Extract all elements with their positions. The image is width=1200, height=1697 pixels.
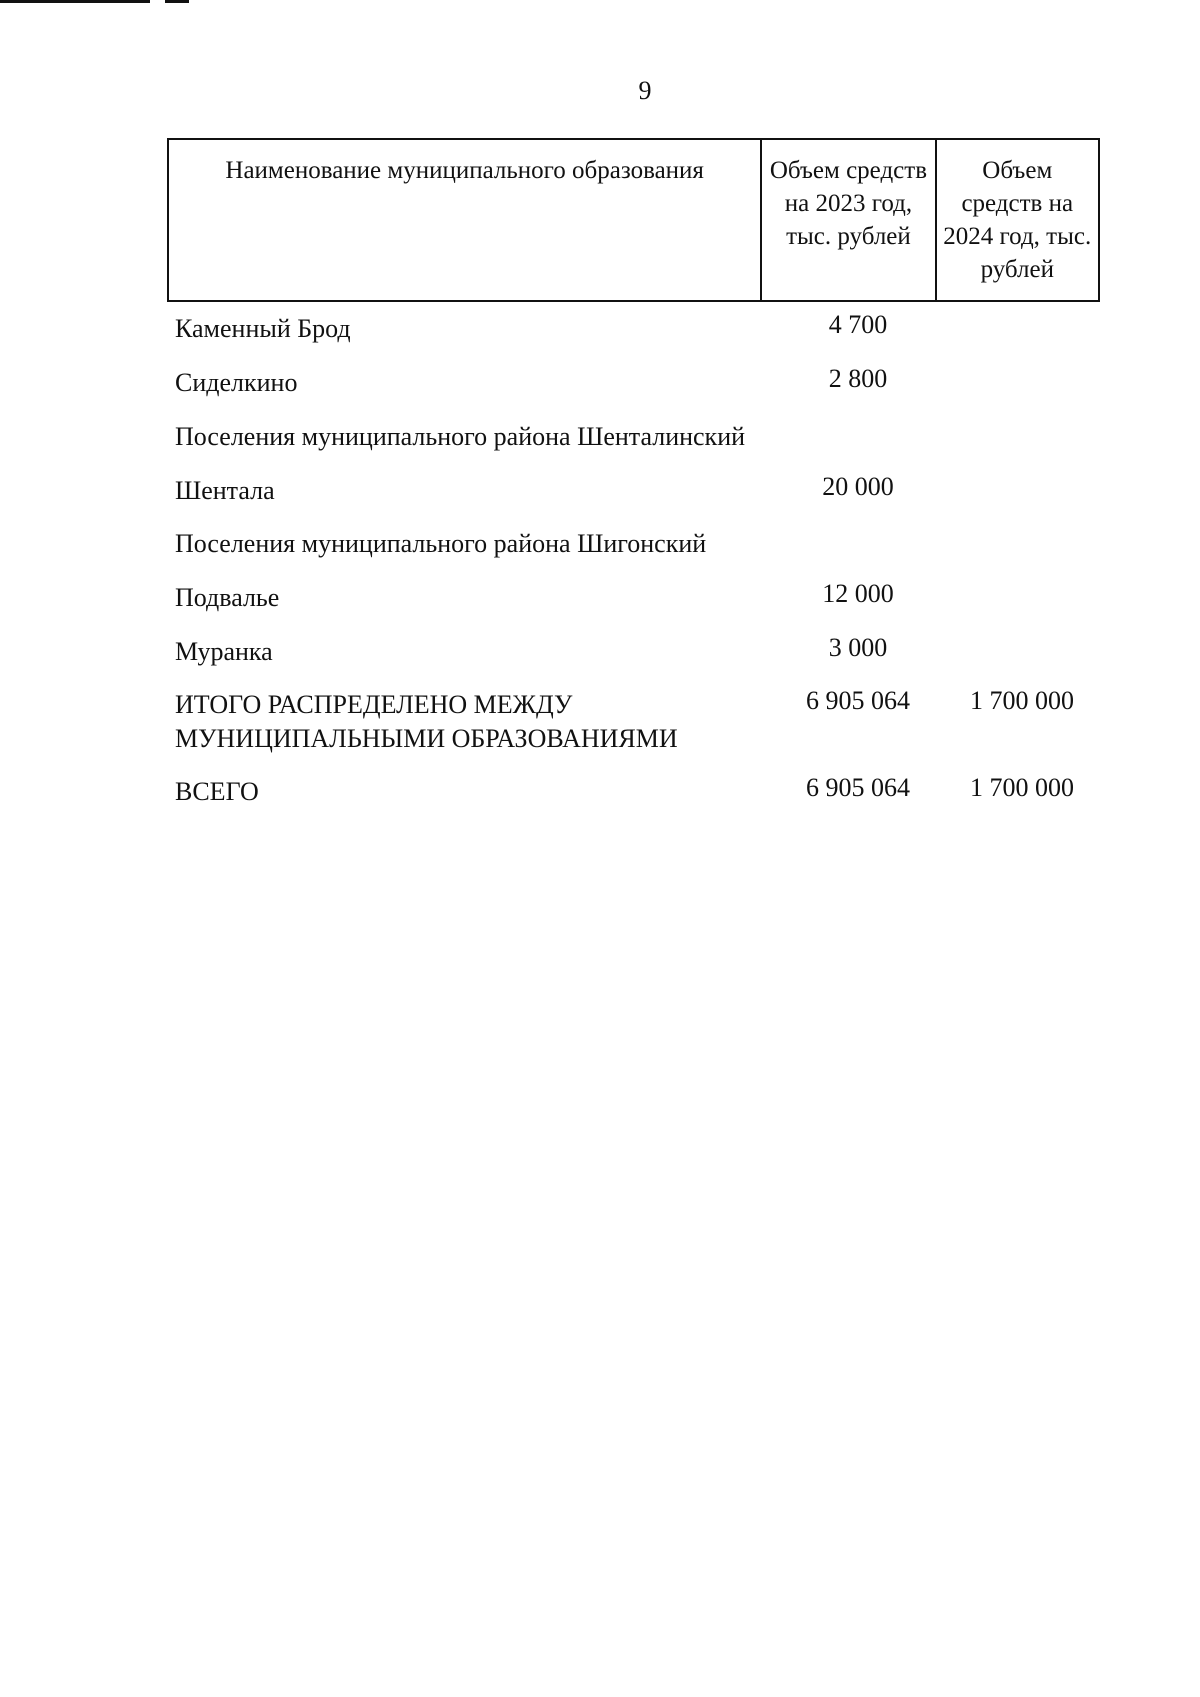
row-name: ВСЕГО [175,777,259,806]
row-name: Каменный Брод [175,314,351,343]
row-value-2023: 3 000 [828,633,888,662]
row-name: Шентала [175,476,275,505]
row-value-2023: 6 905 064 [806,773,910,802]
row-name: Муранка [175,637,273,666]
scan-edge-mark [0,0,150,3]
row-name: ИТОГО РАСПРЕДЕЛЕНО МЕЖДУ МУНИЦИПАЛЬНЫМИ ОБРАЗОВАНИЯМИ [175,690,678,753]
header-volume-2024: Объем средств на 2024 год, тыс. рублей [936,139,1099,301]
row-value-2024: 1 700 000 [970,773,1074,802]
row-name: Подвалье [175,583,280,612]
row-name: Поселения муниципального района Шенталинский [175,422,746,451]
row-value-2023: 6 905 064 [806,686,910,715]
row-value-2023: 12 000 [822,579,894,608]
row-value-2023: 2 800 [828,364,888,393]
row-value-2023: 20 000 [822,472,894,501]
page-number: 9 [638,76,652,105]
scan-edge-mark [165,0,189,3]
table-header [167,138,1100,302]
row-name: Поселения муниципального района Шигонский [175,529,707,558]
row-value-2023: 4 700 [828,310,888,339]
row-value-2024: 1 700 000 [970,686,1074,715]
header-volume-2023: Объем средств на 2023 год, тыс. рублей [761,139,935,301]
header-municipality-name: Наименование муниципального образования [168,139,761,301]
row-name: Сиделкино [175,368,298,397]
